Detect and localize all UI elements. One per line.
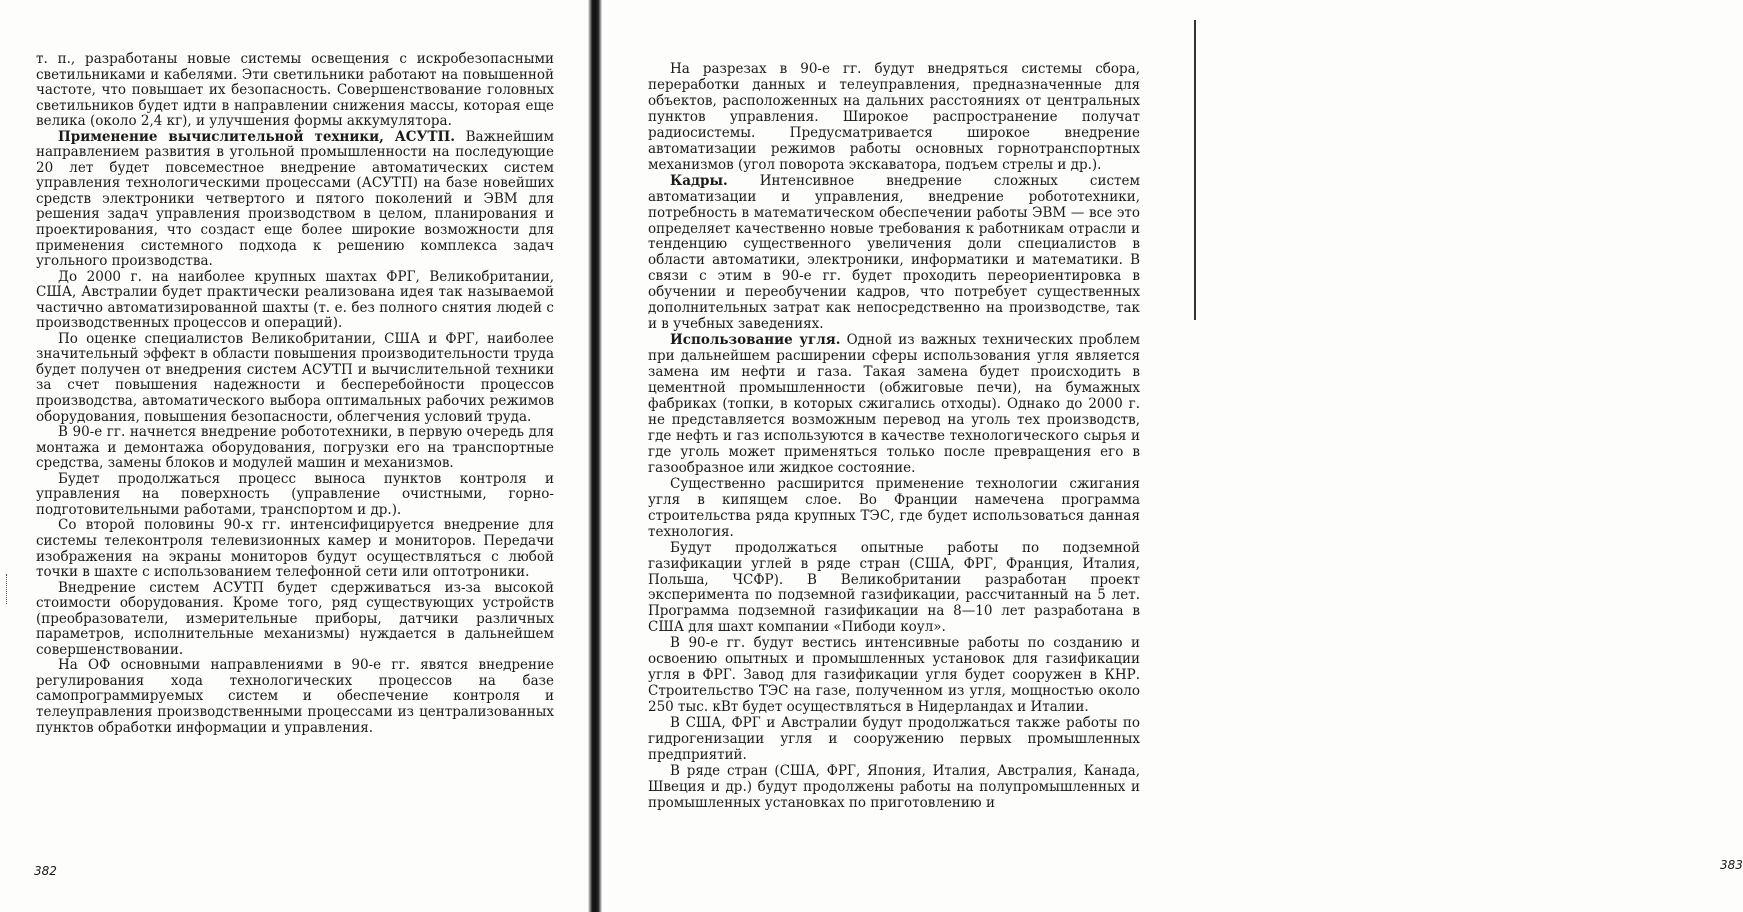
paragraph <box>36 425 554 472</box>
paragraph-text: На ОФ основными направлениями в 90-е гг. явятся внедрение регулирования хода технологических процессов на базе самопрограммируемых систем и обеспечение контроля и телеуправления производственными процессами из централизованных пунктов обработки информации и управления. <box>36 657 554 736</box>
paragraph-text: В 90-е гг. будут вестись интенсивные работы по созданию и освоению опытных и промышленных установок для газификации угля в ФРГ. Завод для газификации угля будет сооружен в КНР. Строительство ТЭС на газе, полученном из угля, мощностью около 250 тыс. кВт будет осуществляться в Нидерландах и Италии. <box>648 635 1140 716</box>
paragraph <box>36 332 554 425</box>
paragraph-text: По оценке специалистов Великобритании, США и ФРГ, наиболее значительный эффект в области повышения производительности труда будет получен от внедрения систем АСУТП и вычислительной техники за счет повышения надежности и бесперебойности процессов производства, автоматического выбора оптимальных рабочих режимов оборудования, повышения безопасности, облегчения условий труда. <box>36 330 554 425</box>
section-heading: Использование угля. <box>670 332 841 349</box>
paragraph-text: Будет продолжаться процесс выноса пунктов контроля и управления на поверхность (управление очистными, горно-подготовительными работами, транспортом и др.). <box>36 470 554 518</box>
paragraph-text: До 2000 г. на наиболее крупных шахтах ФРГ, Великобритании, США, Австралии будет практически реализована идея так называемой частично автоматизированной шахты (т. е. без полного снятия людей с производственных процессов и операций). <box>36 268 554 332</box>
paragraph-text: Со второй половины 90-х гг. интенсифицируется внедрение для системы телеконтроля телевизионных камер и мониторов. Передачи изображения на экраны мониторов будут осуществляться с любой точки в шахте с использованием телефонной сети или оптотроники. <box>36 517 554 581</box>
paragraph <box>648 333 1140 477</box>
paragraph-text: В 90-е гг. начнется внедрение робототехники, в первую очередь для монтажа и демонтажа оборудования, погрузки его на транспортные средства, замены блоков и модулей машин и механизмов. <box>36 424 554 472</box>
left-page <box>0 0 588 912</box>
paragraph-text: Будут продолжаться опытные работы по подземной газификации углей в ряде стран (США, ФРГ, Франция, Италия, Польша, ЧСФР). В Великобритании разработан проект эксперимента по подземной газификации, рассчитанный на 5 лет. Программа подземной газификации на 8—10 лет разработана в США для шахт компании «Пибоди коул». <box>648 539 1140 636</box>
paragraph-text: На разрезах в 90-е гг. будут внедряться системы сбора, переработки данных и телеуправления, предназначенные для объектов, расположенных на дальних расстояниях от центральных пунктов управления. Широкое распространение получат радиосистемы. Предусматривается широкое внедрение автоматизации режимов работы основных горнотранспортных механизмов (угол поворота экскаватора, подъем стрелы и др.). <box>648 61 1140 173</box>
paragraph <box>36 52 554 130</box>
page-number-right: 383 <box>1720 858 1743 872</box>
section-heading: Применение вычислительной техники, АСУТП. <box>58 128 455 145</box>
right-page <box>600 0 1743 912</box>
paragraph <box>36 130 554 270</box>
paragraph <box>36 518 554 580</box>
right-page-text <box>648 62 1140 812</box>
paragraph-text: Одной из важных технических проблем при дальнейшем расширении сферы использования угля является замена им нефти и газа. Такая замена будет происходить в цементной промышленности (обжиговые печи), на бумажных фабриках (топки, в которых сжигались отходы). Однако до 2000 г. не представляется возможным перевод на уголь тех производств, где нефть и газ используются в качестве технологического сырья и где уголь может применяться только после превращения его в газообразное или жидкое состояние. <box>648 332 1140 476</box>
section-heading: Кадры. <box>670 172 728 189</box>
paragraph <box>36 581 554 659</box>
paragraph-text: Интенсивное внедрение сложных систем автоматизации и управления, внедрение робототехники, потребность в математическом обеспечении работы ЭВМ — все это определяет качественно новые требования к работникам отрасли и тенденцию существенного увеличения доли специалистов в области автоматики, электроники, информатики и математики. В связи с этим в 90-е гг. будет проходить переориентировка в обучении и переобучении кадров, что потребует существенных дополнительных затрат как непосредственно на производстве, так и в учебных заведениях. <box>648 172 1140 333</box>
page-edge-line <box>1194 20 1196 320</box>
paragraph <box>36 472 554 519</box>
margin-mark <box>6 574 9 604</box>
paragraph-text: т. п., разработаны новые системы освещения с искробезопасными светильниками и кабелями. Эти светильники работают на повышенной частоте, что повышает их безопасность. Совершенствование головных светильников будет идти в направлении снижения массы, которая еще велика (около 2,4 кг), и улучшения формы аккумулятора. <box>36 51 554 130</box>
paragraph <box>648 174 1140 334</box>
paragraph <box>648 541 1140 637</box>
paragraph-text: В США, ФРГ и Австралии будут продолжаться также работы по гидрогенизации угля и сооружению первых промышленных предприятий. <box>648 715 1140 763</box>
paragraph <box>648 716 1140 764</box>
paragraph-text: Внедрение систем АСУТП будет сдерживаться из-за высокой стоимости оборудования. Кроме того, ряд существующих устройств (преобразователи, измерительные приборы, датчики различных параметров, исполнительные механизмы) нуждается в дальнейшем совершенствовании. <box>36 579 554 658</box>
paragraph <box>36 270 554 332</box>
paragraph <box>648 636 1140 716</box>
left-page-text <box>36 52 554 736</box>
page-number-left: 382 <box>34 864 57 878</box>
paragraph-text: В ряде стран (США, ФРГ, Япония, Италия, Австралия, Канада, Швеция и др.) будут продолжены работы на полупромышленных и промышленных установках по приготовлению и <box>648 762 1140 811</box>
paragraph <box>36 658 554 736</box>
paragraph <box>648 477 1140 541</box>
paragraph <box>648 62 1140 174</box>
paragraph <box>648 764 1140 812</box>
paragraph-text: Существенно расширится применение технологии сжигания угля в кипящем слое. Во Франции намечена программа строительства ряда крупных ТЭС, где будет использоваться данная технология. <box>648 475 1140 540</box>
paragraph-text: Важнейшим направлением развития в угольной промышленности на последующие 20 лет будет повсеместное внедрение автоматических систем управления технологическими процессами (АСУТП) на базе новейших средств электроники четвертого и пятого поколений и ЭВМ для решения задач управления производством в целом, планирования и проектирования, что создаст еще более широкие возможности для применения системного подхода к решению комплекса задач угольного производства. <box>36 128 554 270</box>
